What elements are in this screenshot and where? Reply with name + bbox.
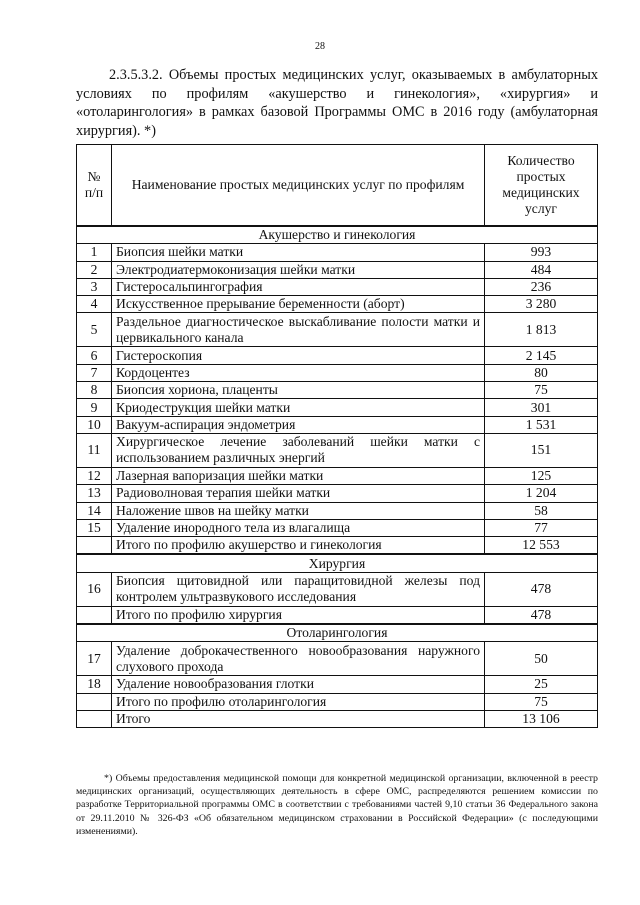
section-row — [77, 226, 598, 244]
service-name: Электродиатермоконизация шейки матки — [112, 261, 485, 278]
table-body — [77, 226, 598, 728]
service-name: Удаление доброкачественного новообразования наружного слухового прохода — [112, 642, 485, 676]
subtotal-row — [77, 693, 598, 710]
services-table — [76, 144, 598, 728]
table-row — [77, 364, 598, 381]
service-quantity: 125 — [485, 467, 598, 484]
header-quantity: Количество простых медицинских услуг — [485, 145, 598, 227]
row-number: 7 — [77, 364, 112, 381]
table-row — [77, 467, 598, 484]
row-number: 13 — [77, 485, 112, 502]
service-quantity: 478 — [485, 572, 598, 606]
row-number: 12 — [77, 467, 112, 484]
service-name: Биопсия щитовидной или паращитовидной железы под контролем ультразвукового исследования — [112, 572, 485, 606]
row-number-empty — [77, 693, 112, 710]
grand-total-row — [77, 710, 598, 727]
section-row — [77, 554, 598, 572]
table-row — [77, 572, 598, 606]
footnote: *) Объемы предоставления медицинской помощи для конкретной медицинской организации, включенной в реестр медицинских организаций, осуществляющих деятельность в сфере ОМС, распределяются решением комиссии по разработке Территориальной программы ОМС в соответствии с требованиями частей 9,10 статьи 36 Федерального закона от 29.11.2010 № 326-ФЗ «Об обязательном медицинском страховании в Российской Федерации» (с последующими изменениями). — [76, 773, 598, 837]
row-number: 1 — [77, 244, 112, 261]
section-title: Хирургия — [77, 554, 598, 572]
service-quantity: 1 813 — [485, 313, 598, 347]
service-quantity: 1 531 — [485, 416, 598, 433]
service-name: Наложение швов на шейку матки — [112, 502, 485, 519]
row-number: 6 — [77, 347, 112, 364]
service-quantity: 301 — [485, 399, 598, 416]
row-number: 4 — [77, 296, 112, 313]
service-name: Удаление новообразования глотки — [112, 676, 485, 693]
service-quantity: 236 — [485, 278, 598, 295]
table-row — [77, 642, 598, 676]
row-number: 18 — [77, 676, 112, 693]
row-number: 9 — [77, 399, 112, 416]
table-row — [77, 296, 598, 313]
row-number-empty — [77, 606, 112, 624]
service-name: Искусственное прерывание беременности (аборт) — [112, 296, 485, 313]
row-number: 2 — [77, 261, 112, 278]
service-quantity: 484 — [485, 261, 598, 278]
table-row — [77, 278, 598, 295]
service-quantity: 75 — [485, 382, 598, 399]
header-service-name: Наименование простых медицинских услуг по профилям — [112, 145, 485, 227]
header-number: № п/п — [77, 145, 112, 227]
row-number: 15 — [77, 519, 112, 536]
table-row — [77, 676, 598, 693]
row-number: 3 — [77, 278, 112, 295]
row-number-empty — [77, 537, 112, 555]
table-header-row — [77, 145, 598, 227]
service-name: Криодеструкция шейки матки — [112, 399, 485, 416]
grand-total-label: Итого — [112, 710, 485, 727]
service-name: Вакуум-аспирация эндометрия — [112, 416, 485, 433]
table-row — [77, 244, 598, 261]
service-name: Биопсия хориона, плаценты — [112, 382, 485, 399]
row-number: 16 — [77, 572, 112, 606]
subtotal-label: Итого по профилю отоларингология — [112, 693, 485, 710]
service-name: Радиоволновая терапия шейки матки — [112, 485, 485, 502]
subtotal-label: Итого по профилю хирургия — [112, 606, 485, 624]
service-name: Кордоцентез — [112, 364, 485, 381]
row-number: 14 — [77, 502, 112, 519]
table-row — [77, 347, 598, 364]
service-name: Биопсия шейки матки — [112, 244, 485, 261]
table-row — [77, 261, 598, 278]
section-row — [77, 624, 598, 642]
section-heading: 2.3.5.3.2. Объемы простых медицинских услуг, оказываемых в амбулаторных условиях по профилям «акушерство и гинекология», «хирургия» и «отоларингология» в рамках базовой Программы ОМС в 2016 году (амбулаторная хирургия). *) — [76, 67, 598, 139]
subtotal-row — [77, 537, 598, 555]
service-quantity: 3 280 — [485, 296, 598, 313]
table-row — [77, 519, 598, 536]
service-name: Хирургическое лечение заболеваний шейки матки с использованием различных энергий — [112, 433, 485, 467]
table-row — [77, 433, 598, 467]
service-quantity: 993 — [485, 244, 598, 261]
subtotal-quantity: 12 553 — [485, 537, 598, 555]
service-quantity: 2 145 — [485, 347, 598, 364]
service-quantity: 50 — [485, 642, 598, 676]
row-number: 8 — [77, 382, 112, 399]
row-number: 10 — [77, 416, 112, 433]
service-quantity: 151 — [485, 433, 598, 467]
row-number-empty — [77, 710, 112, 727]
subtotal-quantity: 478 — [485, 606, 598, 624]
table-row — [77, 313, 598, 347]
grand-total-quantity: 13 106 — [485, 710, 598, 727]
page-number: 28 — [315, 41, 325, 52]
service-name: Гистеросальпингография — [112, 278, 485, 295]
service-quantity: 25 — [485, 676, 598, 693]
row-number: 17 — [77, 642, 112, 676]
service-quantity: 1 204 — [485, 485, 598, 502]
subtotal-quantity: 75 — [485, 693, 598, 710]
section-title: Акушерство и гинекология — [77, 226, 598, 244]
service-quantity: 77 — [485, 519, 598, 536]
table-row — [77, 502, 598, 519]
row-number: 11 — [77, 433, 112, 467]
service-name: Удаление инородного тела из влагалища — [112, 519, 485, 536]
table-row — [77, 485, 598, 502]
row-number: 5 — [77, 313, 112, 347]
service-name: Лазерная вапоризация шейки матки — [112, 467, 485, 484]
service-quantity: 58 — [485, 502, 598, 519]
service-name: Раздельное диагностическое выскабливание полости матки и цервикального канала — [112, 313, 485, 347]
subtotal-label: Итого по профилю акушерство и гинекология — [112, 537, 485, 555]
table-row — [77, 399, 598, 416]
subtotal-row — [77, 606, 598, 624]
table-row — [77, 382, 598, 399]
service-name: Гистероскопия — [112, 347, 485, 364]
table-row — [77, 416, 598, 433]
section-title: Отоларингология — [77, 624, 598, 642]
service-quantity: 80 — [485, 364, 598, 381]
